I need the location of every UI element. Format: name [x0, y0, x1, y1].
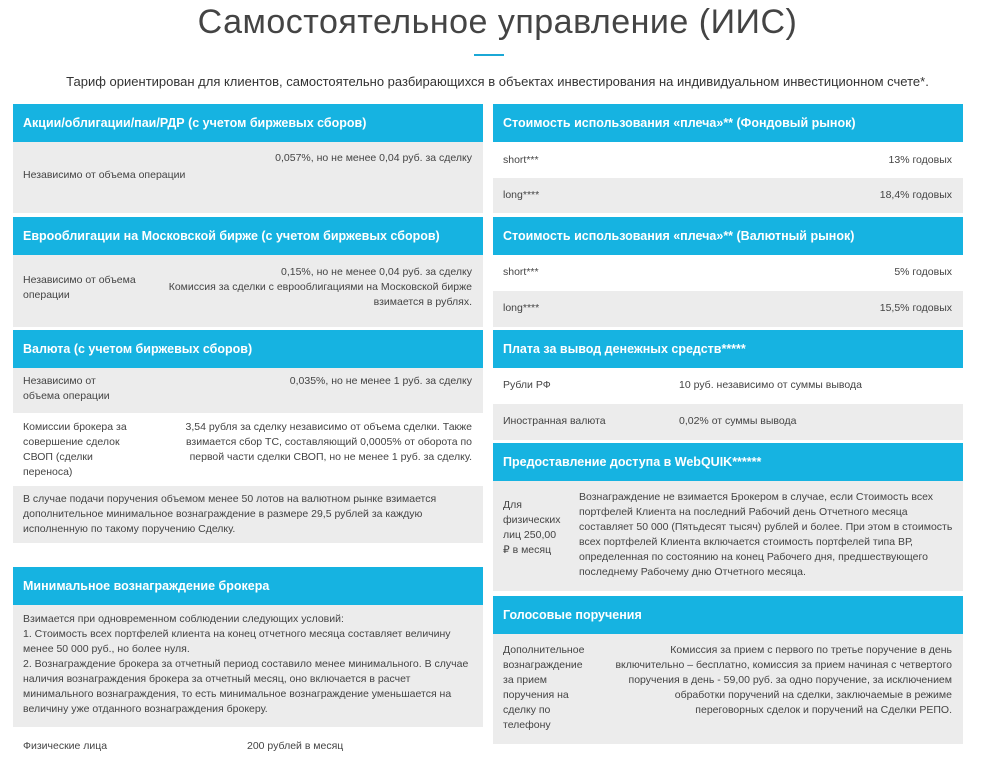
currency-swap-value: 3,54 рубля за сделку независимо от объема сделки. Также взимается сбор ТС, составляющий 0,0005% от оборота по первой части сделки СВОП, но не менее 1 руб. за сделку. [185, 421, 472, 463]
currency-note: В случае подачи поручения объемом менее 50 лотов на валютном рынке взимается дополнительное минимальное вознаграждение в размере 29,5 рублей за каждую исполненную по такому поручению Сделку. [13, 486, 483, 543]
voice-card-title: Голосовые поручения [493, 596, 963, 634]
eurobonds-value: 0,15%, но не менее 0,04 руб. за сделку Комиссия за сделки с еврооблигациями на Московской бирже взимается в рублях. [168, 266, 472, 308]
stocks-row [13, 142, 483, 213]
leverage-fx-long-label: long**** [503, 302, 540, 314]
currency-swap-label: Комиссии брокера за совершение сделок СВОП (сделки переноса) [23, 421, 127, 478]
title-underline [474, 54, 504, 56]
stocks-card-title: Акции/облигации/паи/РДР (с учетом биржевых сборов) [13, 104, 483, 142]
min-fee-card-title: Минимальное вознаграждение брокера [13, 567, 483, 605]
leverage-stock-short-row [493, 142, 963, 178]
voice-card [493, 596, 963, 744]
withdrawal-rub-value: 10 руб. независимо от суммы вывода [679, 379, 862, 391]
min-fee-conditions: Взимается при одновременном соблюдении следующих условий: 1. Стоимость всех портфелей клиента на конец отчетного месяца составляет величину менее 50 000 руб., но более нуля. 2. Вознаграждение брокера за отчетный период составило менее минимального. В случае наличия вознаграждения брокера за отчетный месяц, оно включается в расчет минимального вознаграждения, то есть минимальное вознаграждение уменьшается на величину уже отданного вознаграждения брокеру. [13, 605, 483, 727]
withdrawal-rub-label: Рубли РФ [503, 379, 551, 391]
min-fee-person-label: Физические лица [23, 740, 108, 752]
leverage-stock-short-label: short*** [503, 154, 539, 166]
webquik-card [493, 443, 963, 591]
webquik-row [493, 481, 963, 591]
leverage-stock-card [493, 104, 963, 213]
stocks-label: Независимо от объема операции [23, 169, 186, 181]
leverage-stock-long-row [493, 178, 963, 213]
currency-card-title: Валюта (с учетом биржевых сборов) [13, 330, 483, 368]
eurobonds-label: Независимо от объема операции [23, 274, 136, 301]
currency-card [13, 330, 483, 543]
page-subtitle: Тариф ориентирован для клиентов, самостоятельно разбирающихся в объектах инвестирования на индивидуальном инвестиционном счете*. [66, 74, 929, 89]
stocks-value: 0,057%, но не менее 0,04 руб. за сделку [275, 152, 472, 164]
currency-row-swap [13, 413, 483, 486]
currency-volume-label: Независимо от [23, 375, 96, 387]
leverage-stock-long-label: long**** [503, 189, 540, 201]
webquik-card-title: Предоставление доступа в WebQUIK****** [493, 443, 963, 481]
page-title: Самостоятельное управление (ИИС) [197, 3, 798, 41]
voice-text: Комиссия за прием с первого по третье поручение в день включительно – бесплатно, комиссия за прием начиная с четвертого поручения в день - 59,00 руб. за одно поручение, за исключением обработки поручений на сделки, заключаемые в режиме переговорных сделок и поручений на Сделки РЕПО. [615, 644, 952, 716]
eurobonds-card [13, 217, 483, 327]
leverage-fx-short-label: short*** [503, 266, 539, 278]
eurobonds-card-title: Еврооблигации на Московской бирже (с учетом биржевых сборов) [13, 217, 483, 255]
eurobonds-row [13, 255, 483, 327]
withdrawal-card [493, 330, 963, 440]
leverage-fx-card-title: Стоимость использования «плеча»** (Валютный рынок) [493, 217, 963, 255]
webquik-text: Вознаграждение не взимается Брокером в случае, если Стоимость всех портфелей Клиента на последний Рабочий день Отчетного месяца составляет 50 000 (Пятьдесят тысяч) рублей и более. При этом в стоимость всех портфелей Клиента включается стоимость портфелей типа ВР, определенная по состоянию на конец Рабочего дня, предшествующего последнему Рабочему дню Отчетного месяца. [579, 491, 953, 578]
voice-row [493, 634, 963, 744]
min-fee-person-value: 200 рублей в месяц [247, 740, 344, 752]
leverage-stock-long-value: 18,4% годовых [879, 189, 952, 201]
leverage-fx-short-row [493, 255, 963, 291]
leverage-fx-card [493, 217, 963, 327]
leverage-stock-short-value: 13% годовых [888, 154, 952, 166]
webquik-label: Для физических лиц 250,00 ₽ в месяц [503, 499, 561, 556]
withdrawal-fx-label: Иностранная валюта [503, 415, 606, 427]
leverage-fx-short-value: 5% годовых [894, 266, 952, 278]
leverage-fx-long-row [493, 291, 963, 327]
voice-label: Дополнительное вознаграждение за прием поручения на сделку по телефону [503, 644, 585, 731]
withdrawal-card-title: Плата за вывод денежных средств***** [493, 330, 963, 368]
stocks-card [13, 104, 483, 213]
currency-row-volume: Независимо от объема операции 0,035%, но не менее 1 руб. за сделку [13, 368, 483, 413]
min-fee-card [13, 567, 483, 765]
withdrawal-rub-row [493, 368, 963, 404]
leverage-stock-card-title: Стоимость использования «плеча»** (Фондовый рынок) [493, 104, 963, 142]
currency-volume-value: 0,035%, но не менее 1 руб. за сделку [289, 375, 472, 387]
withdrawal-fx-row [493, 404, 963, 440]
withdrawal-fx-value: 0,02% от суммы вывода [679, 415, 797, 427]
leverage-fx-long-value: 15,5% годовых [879, 302, 952, 314]
min-fee-person-row [13, 727, 483, 765]
